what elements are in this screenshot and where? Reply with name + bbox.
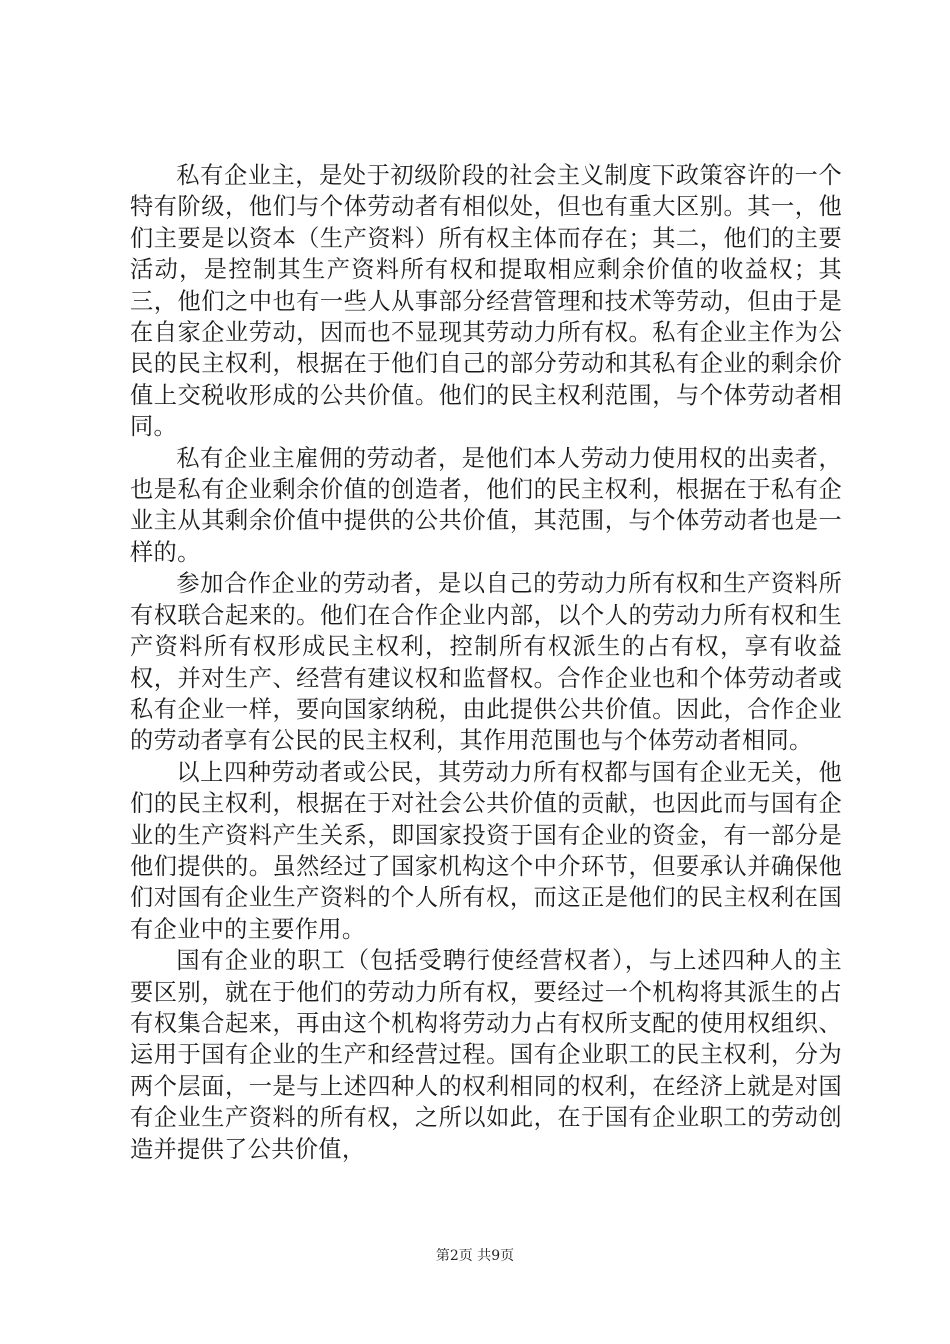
paragraph-private-owners: 私有企业主，是处于初级阶段的社会主义制度下政策容许的一个特有阶级，他们与个体劳动者有相似处，但也有重大区别。其一，他们主要是以资本（生产资料）所有权主体而存在；其二，他们的主要活动，是控制其生产资料所有权和提取相应剩余价值的收益权；其三，他们之中也有一些人从事部分经营管理和技术等劳动，但由于是在自家企业劳动，因而也不显现其劳动力所有权。私有企业主作为公民的民主权利，根据在于他们自己的部分劳动和其私有企业的剩余价值上交税收形成的公共价值。他们的民主权利范围，与个体劳动者相同。 [130, 162, 842, 441]
document-body [130, 160, 842, 1165]
paragraph-hired-workers: 私有企业主雇佣的劳动者，是他们本人劳动力使用权的出卖者，也是私有企业剩余价值的创造者，他们的民主权利，根据在于私有企业主从其剩余价值中提供的公共价值，其范围，与个体劳动者也是一样的。 [130, 444, 842, 566]
paragraph-cooperative-workers: 参加合作企业的劳动者，是以自己的劳动力所有权和生产资料所有权联合起来的。他们在合作企业内部，以个人的劳动力所有权和生产资料所有权形成民主权利，控制所有权派生的占有权，享有收益权，并对生产、经营有建议权和监督权。合作企业也和个体劳动者或私有企业一样，要向国家纳税，由此提供公共价值。因此，合作企业的劳动者享有公民的民主权利，其作用范围也与个体劳动者相同。 [130, 570, 842, 755]
page-number-footer: 第2页 共9页 [435, 1248, 515, 1264]
paragraph-four-types: 以上四种劳动者或公民，其劳动力所有权都与国有企业无关，他们的民主权利，根据在于对社会公共价值的贡献，也因此而与国有企业的生产资料产生关系，即国家投资于国有企业的资金，有一部分是他们提供的。虽然经过了国家机构这个中介环节，但要承认并确保他们对国有企业生产资料的个人所有权，而这正是他们的民主权利在国有企业中的主要作用。 [130, 758, 842, 943]
paragraph-state-enterprise-staff: 国有企业的职工（包括受聘行使经营权者），与上述四种人的主要区别，就在于他们的劳动力所有权，要经过一个机构将其派生的占有权集合起来，再由这个机构将劳动力占有权所支配的使用权组织、运用于国有企业的生产和经营过程。国有企业职工的民主权利，分为两个层面，一是与上述四种人的权利相同的权利，在经济上就是对国有企业生产资料的所有权，之所以如此，在于国有企业职工的劳动创造并提供了公共价值， [130, 947, 842, 1163]
